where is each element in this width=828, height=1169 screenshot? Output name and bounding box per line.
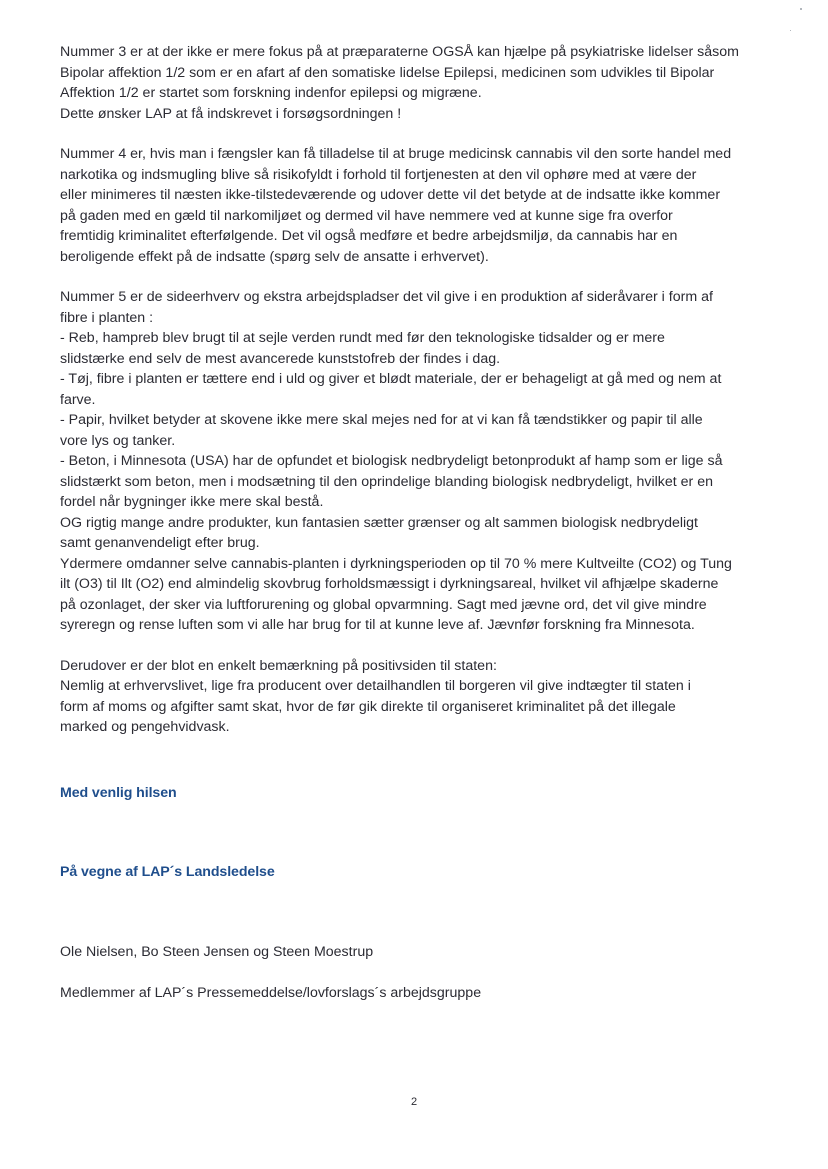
text-line: Bipolar affektion 1/2 som er en afart af den somatiske lidelse Epilepsi, medicinen som udvikles til Bipolar <box>60 64 715 81</box>
text-line: farve. <box>60 391 96 408</box>
text-line: Nemlig at erhvervslivet, lige fra producent over detailhandlen til borgeren vil give indtægter til staten i <box>60 678 691 694</box>
text-line: Affektion 1/2 er startet som forskning indenfor epilepsi og migræne. <box>60 85 482 101</box>
text-line: OG rigtig mange andre produkter, kun fantasien sætter grænser og alt sammen biologisk nedbrydeligt <box>60 514 698 531</box>
text-line: fibre i planten : <box>60 309 154 326</box>
text-line: Nummer 5 er de sideerhverv og ekstra arbejdspladser det vil give i en produktion af sideråvarer i form af <box>60 289 713 305</box>
text-line: slidstærke end selv de mest avancerede kunststofreb der findes i dag. <box>60 350 501 367</box>
scan-speck <box>800 8 802 10</box>
text-line: beroligende effekt på de indsatte (spørg selv de ansatte i erhvervet). <box>60 248 489 265</box>
closing-regards: Med venlig hilsen <box>60 785 177 801</box>
text-line: slidstærkt som beton, men i modsætning til den oprindelige blanding biologisk nedbrydeligt, hvilket er en <box>60 473 713 490</box>
paragraph-nummer-5 <box>60 287 780 636</box>
text-line: Nummer 3 er at der ikke er mere fokus på at præparaterne OGSÅ kan hjælpe på psykiatriske lidelser såsom <box>60 44 739 60</box>
text-line: marked og pengehvidvask. <box>60 719 230 735</box>
paragraph-derudover <box>60 656 780 738</box>
text-line: på ozonlaget, der sker via luftforurening og global opvarmning. Sagt med jævne ord, det vil give mindre <box>60 596 707 613</box>
paragraph-nummer-4 <box>60 144 780 267</box>
text-line: Dette ønsker LAP at få indskrevet i forsøgsordningen ! <box>60 105 402 122</box>
text-line: syreregn og rense luften som vi alle har brug for til at kunne leve af. Jævnfør forskning fra Minnesota. <box>60 617 695 633</box>
text-line: eller minimeres til næsten ikke-tilstedeværende og udover dette vil det betyde at de indsatte ikke kommer <box>60 187 721 203</box>
text-line: - Tøj, fibre i planten er tættere end i uld og giver et blødt materiale, der er behageligt at gå med og nem at <box>60 371 722 387</box>
text-line: fordel når bygninger ikke mere skal bestå. <box>60 494 324 510</box>
text-line: på gaden med en gæld til narkomiljøet og dermed vil have nemmere ved at kunne sige fra overfor <box>60 207 673 224</box>
text-line: - Reb, hampreb blev brugt til at sejle verden rundt med før den teknologiske tidsalder og er mere <box>60 330 665 346</box>
paragraph-nummer-3 <box>60 42 780 124</box>
text-line: - Papir, hvilket betyder at skovene ikke mere skal mejes ned for at vi kan få tændstikker og papir til alle <box>60 412 703 428</box>
text-line: Nummer 4 er, hvis man i fængsler kan få tilladelse til at bruge medicinsk cannabis vil den sorte handel med <box>60 146 732 162</box>
text-line: Ydermere omdanner selve cannabis-planten i dyrkningsperioden op til 70 % mere Kultveilte (CO2) og Tung <box>60 555 732 572</box>
text-line: ilt (O3) til Ilt (O2) end almindelig skovbrug forholdsmæssigt i dyrkningsareal, hvilket vil afhjælpe skaderne <box>60 576 719 592</box>
scan-speck <box>790 30 791 31</box>
text-line: narkotika og indsmugling blive så risikofyldt i forhold til fortjenesten at den vil ophøre med at være der <box>60 166 697 183</box>
text-line: samt genanvendeligt efter brug. <box>60 535 260 551</box>
text-line: vore lys og tanker. <box>60 432 176 449</box>
signature-group: Medlemmer af LAP´s Pressemeddelse/lovforslags´s arbejdsgruppe <box>60 985 482 1001</box>
text-line: - Beton, i Minnesota (USA) har de opfundet et biologisk nedbrydeligt betonprodukt af hamp som er lige så <box>60 453 723 469</box>
signature-names: Ole Nielsen, Bo Steen Jensen og Steen Moestrup <box>60 944 374 960</box>
text-line: fremtidig kriminalitet efterfølgende. Det vil også medføre et bedre arbejdsmiljø, da cannabis har en <box>60 228 678 244</box>
text-line: form af moms og afgifter samt skat, hvor de før gik direkte til organiseret kriminalitet på det illegale <box>60 698 676 715</box>
page-number: 2 <box>410 1096 418 1108</box>
text-line: Derudover er der blot en enkelt bemærkning på positivsiden til staten: <box>60 657 497 674</box>
letter-body <box>60 42 780 758</box>
closing-on-behalf: På vegne af LAP´s Landsledelse <box>60 864 275 880</box>
